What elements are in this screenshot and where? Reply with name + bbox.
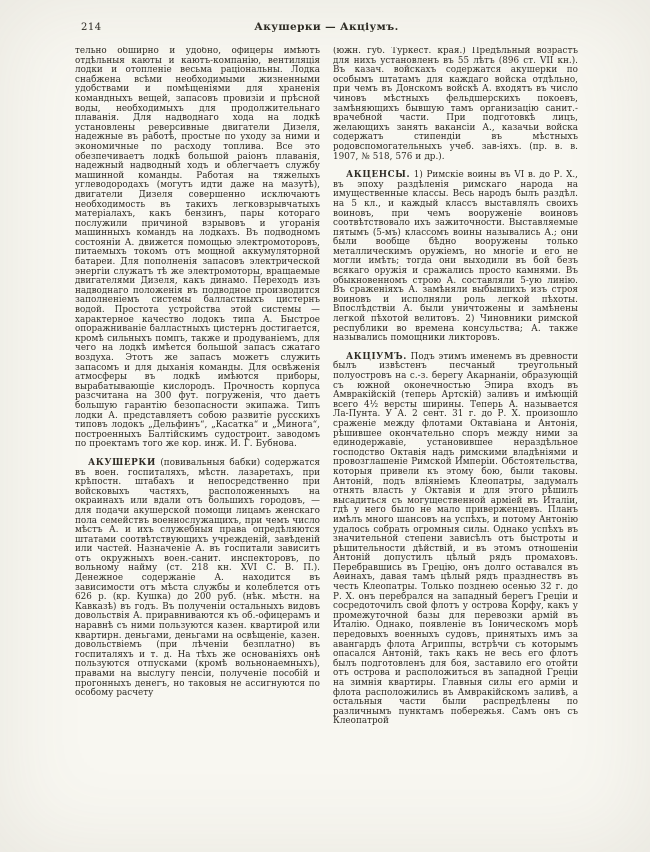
running-head: Акушерки — Акціумъ.: [254, 21, 399, 33]
left-column: [75, 47, 320, 847]
continuation-paragraph: тельно обширно и удобно, офицеры имѣютъ отдѣльныя каюты и каютъ-компанію, вентиляція лодки и отопленіе весьма раціональны. Лодка снабжена всѣми необходимыми жизненными удобствами и помѣщеніями для храненія командныхъ вещей, запасовъ провизіи и прѣсной воды, необходимыхъ для продолжительнаго плаванія. Для надводнаго хода на лодкѣ установлены реверсивные двигатели Дизеля, надежные въ работѣ, простые по уходу за ними и экономичные по расходу топлива. Все это обезпечиваетъ лодкѣ большой раіонъ плаванія, надежный надводный ходъ и облегчаетъ службу машинной команды. Работая на тяжелыхъ углеводородахъ (могутъ идти даже на мазутѣ), двигатели Дизеля совершенно исключаютъ необходимость въ такихъ легковзрывчатыхъ матеріалахъ, какъ бензинъ, пары котораго послужили причиной взрывовъ и угоранія машинныхъ командъ на лодкахъ. Въ подводномъ состояніи А. движется помощью электромоторовъ, питаемыхъ токомъ отъ мощной аккумуляторной батареи. Для пополненія запасовъ электрической энергіи служатъ тѣ же электромоторы, вращаемые двигателями Дизеля, какъ динамо. Переходъ изъ надводнаго положенія въ подводное производится заполненіемъ системы балластныхъ цистернъ водой. Простота устройства этой системы — характерное качество лодокъ типа А. Быстрое опоражниваніе балластныхъ цистернъ достигается, кромѣ сильныхъ помпъ, также и продуваніемъ, для чего на лодкѣ имѣется большой запасъ сжатаго воздуха. Этотъ же запасъ можетъ служить запасомъ и для дыханія команды. Для освѣженія атмосферы въ лодкѣ имѣются приборы, вырабатывающіе кислородъ. Прочность корпуса разсчитана на 300 фут. погруженія, что даетъ большую гарантію безопасности экипажа. Типъ лодки А. представляетъ собою развитіе русскихъ типовъ лодокъ „Дельфинъ“, „Касатка“ и „Минога“, построенныхъ Балтійскимъ судостроит. заводомъ по проектамъ того же кор. инж. И. Г. Бубнова.: [75, 47, 320, 450]
article-akcensy: [333, 171, 578, 344]
continuation-paragraph: (южн. губ. Туркест. края.) Предѣльный возрастъ для нихъ установленъ въ 55 лѣтъ (896 ст. VII кн.). Въ казач. войскахъ содержатся акушерки по особымъ штатамъ для каждаго войска отдѣльно, при чемъ въ Донскомъ войскѣ А. входятъ въ число чиновъ мѣстныхъ фельдшерскихъ покоевъ, замѣняющихъ бывшую тамъ организацію санит.-врачебной части. При подготовкѣ лицъ, желающихъ занять вакансіи А., казачьи войска содержатъ стипендіи въ мѣстныхъ родовспомогательныхъ учеб. зав-іяхъ. (пр. в. в. 1907, № 518, 576 и др.).: [333, 47, 578, 162]
article-headword: АКЦІУМЪ.: [346, 351, 407, 362]
article-text: (повивальныя бабки) содержатся въ воен. госпиталяхъ, мѣстн. лазаретахъ, при крѣпостн. штабахъ и непосредственно при войсковыхъ частяхъ, расположенныхъ на окраинахъ или вдали отъ большихъ городовъ, — для подачи акушерской помощи лицамъ женскаго пола семействъ военнослужащихъ, при чемъ число мѣстъ А. и ихъ служебныя права опредѣляются штатами соотвѣтствующихъ учрежденій, завѣденій или частей. Назначеніе А. въ госпитали зависитъ отъ окружныхъ воен.-санит. инспекторовъ, по вольному найму (ст. 218 кн. XVI С. В. П.). Денежное содержаніе А. находится въ зависимости отъ мѣста службы и колеблется отъ 626 р. (кр. Кушка) до 200 руб. (нѣк. мѣстн. на Кавказѣ) въ годъ. Въ полученіи остальныхъ видовъ довольствія А. приравниваются къ об.-офицерамъ и наравнѣ съ ними пользуются казен. квартирой или квартирн. деньгами, деньгами на освѣщеніе, казен. довольствіемъ (при лѣченіи безплатно) въ госпиталяхъ и т. д. На тѣхъ же основаніяхъ онѣ пользуются отпусками (кромѣ вольнонаемныхъ), правами на выслугу пенсіи, полученіе пособій и прогонныхъ денегъ, но таковыя не ассигнуются по особому расчету: [75, 457, 320, 699]
article-text: 1) Римскіе воины въ VI в. до Р. Х., въ эпоху раздѣленія римскаго народа на имущественные классы. Весь народъ былъ раздѣл. на 5 кл., и каждый классъ выставлялъ своихъ воиновъ, при чемъ вооруженіе воиновъ соотвѣтствовало ихъ зажиточности. Выставляемые пятымъ (5-мъ) классомъ воины назывались А.; они были вообще бѣдно вооружены только металлическимъ оружіемъ, но многіе и его не могли имѣть; тогда они выходили въ бой безъ всякаго оружія и сражались просто камнями. Въ обыкновенномъ строю А. составляли 5-ую линію. Въ сраженіяхъ А. замѣняли выбывшихъ изъ строя воиновъ и исполняли роль легкой пѣхоты. Впослѣдствіи А. были уничтожены и замѣнены легкой пѣхотой велитовъ. 2) Чиновники римской республики во времена консульства; А. также назывались помощники ликторовъ.: [333, 170, 578, 344]
article-akusherki: [75, 459, 320, 699]
article-akcium: [333, 353, 578, 727]
page-number: 214: [81, 22, 102, 33]
article-text: Подъ этимъ именемъ въ древности былъ извѣстенъ песчаный треугольный полуостровъ на с.-з. берегу Акарнаніи, образующій съ южной оконечностью Эпира входъ въ Амвракійскій (теперь Артскій) заливъ и имѣющій всего 4½ версты ширины. Теперь А. называется Ла-Пунта. У А. 2 сент. 31 г. до Р. Х. произошло сраженіе между флотами Октавіана и Антонія, рѣшившее окончательно споръ между ними за единодержавіе, установившее нераздѣльное господство Октавія надъ римскими владѣніями и провозглашеніе Римской Имперіи. Обстоятельства, которыя привели къ этому бою, были таковы. Антоній, подъ вліяніемъ Клеопатры, задумалъ отнять власть у Октавія и для этого рѣшилъ высадиться съ могущественной арміей въ Италіи, гдѣ у него было не мало приверженцевъ. Планъ имѣлъ много шансовъ на успѣхъ, и потому Антонію удалось собрать огромныя силы. Однако успѣхъ въ значительной степени зависѣлъ отъ быстроты и рѣшительности дѣйствій, и въ этомъ отношеніи Антоній допустилъ цѣлый рядъ промаховъ. Перебравшись въ Грецію, онъ долго оставался въ Аѳинахъ, давая тамъ цѣлый рядъ празднествъ въ честь Клеопатры. Только позднею осенью 32 г. до Р. Х. онъ перебрался на западный берегъ Греціи и сосредоточилъ свой флотъ у острова Корфу, какъ у промежуточной базы для перевозки армій въ Италію. Однако, появленіе въ Іоническомъ морѣ передовыхъ военныхъ судовъ, принятыхъ имъ за авангардъ флота Агриппы, встрѣчи съ которымъ опасался Антоній, такъ какъ не весь его флотъ былъ подготовленъ для боя, заставило его отойти отъ острова и расположиться въ западной Греціи на зимнія квартиры. Главныя силы его арміи и флота расположились въ Амвракійскомъ заливѣ, а остальныя части были распредѣлены по различнымъ пунктамъ побережья. Самъ онъ съ Клеопатрой: [333, 351, 578, 727]
right-column: [333, 47, 578, 847]
text-body: [75, 47, 578, 847]
article-headword: АКУШЕРКИ: [88, 457, 156, 468]
article-headword: АКЦЕНСЫ.: [346, 170, 411, 181]
page-header: [75, 21, 578, 37]
